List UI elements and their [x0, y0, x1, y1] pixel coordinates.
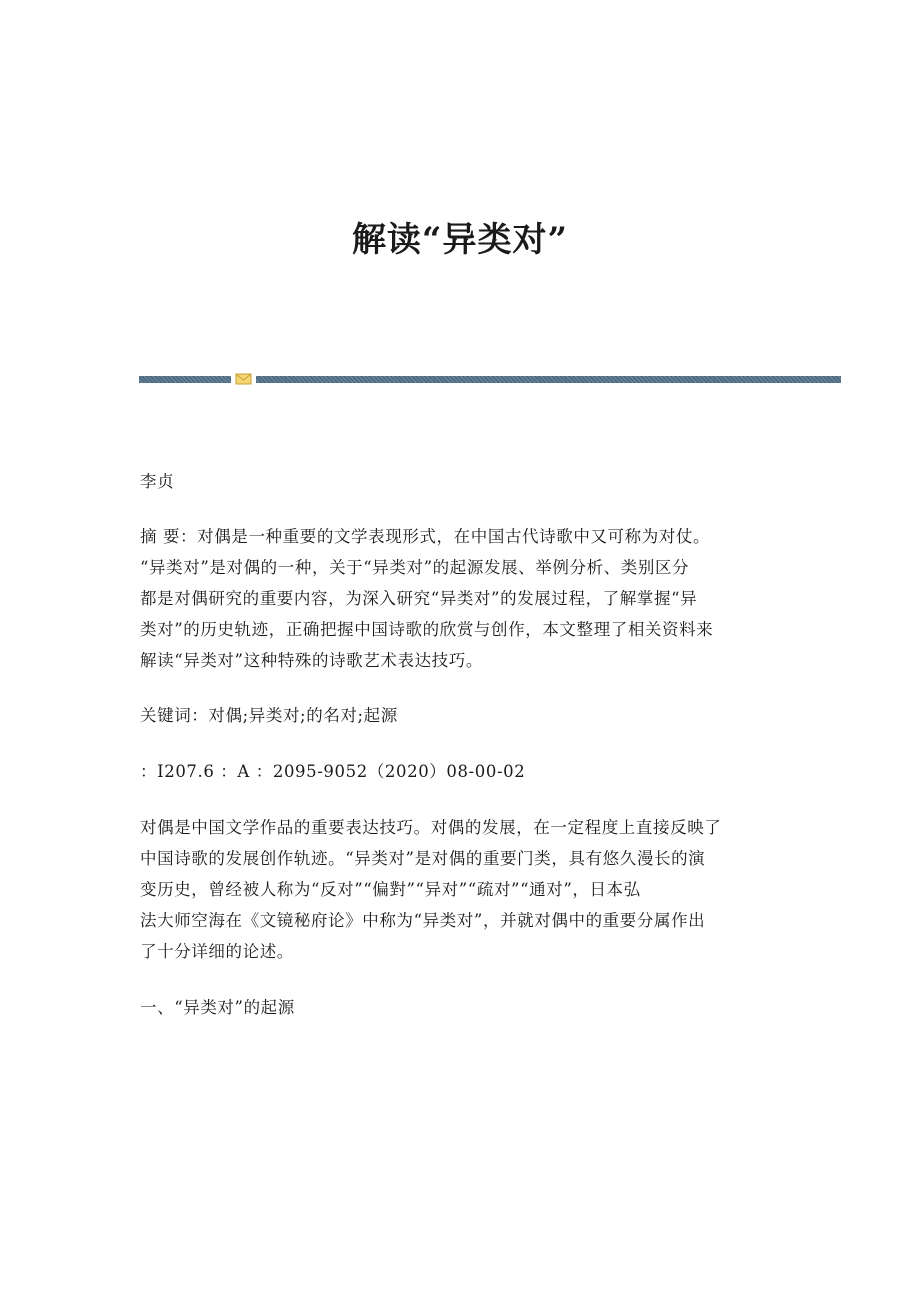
divider-bar-left [139, 376, 231, 383]
body-line: 对偶是中国文学作品的重要表达技巧。对偶的发展，在一定程度上直接反映了 [140, 818, 722, 837]
title-divider [139, 373, 841, 385]
keywords: 关键词：对偶;异类对;的名对;起源 [140, 706, 398, 725]
author-name: 李贞 [140, 472, 175, 491]
abstract [140, 521, 780, 676]
abstract-line: 类对”的历史轨迹，正确把握中国诗歌的欣赏与创作，本文整理了相关资料来 [140, 620, 714, 639]
body-line: 中国诗歌的发展创作轨迹。“异类对”是对偶的重要门类，具有悠久漫长的演 [140, 849, 706, 868]
body-paragraph [140, 812, 780, 967]
envelope-icon [235, 373, 252, 385]
abstract-line: 解读“异类对”这种特殊的诗歌艺术表达技巧。 [140, 651, 483, 670]
abstract-line: “异类对”是对偶的一种，关于“异类对”的起源发展、举例分析、类别区分 [140, 558, 690, 577]
section-heading: 一、“异类对”的起源 [140, 998, 295, 1017]
abstract-line: 摘 要：对偶是一种重要的文学表现形式，在中国古代诗歌中又可称为对仗。 [140, 527, 711, 546]
classification-number: ：I207.6 ：A ：2095-9052（2020）08-00-02 [140, 762, 526, 781]
abstract-line: 都是对偶研究的重要内容，为深入研究“异类对”的发展过程，了解掌握“异 [140, 589, 698, 608]
body-line: 了十分详细的论述。 [140, 942, 294, 961]
document-body [140, 466, 780, 1023]
divider-bar-right [256, 376, 841, 383]
body-line: 法大师空海在《文镜秘府论》中称为“异类对”，并就对偶中的重要分属作出 [140, 911, 706, 930]
document-title: 解读“异类对” [351, 220, 569, 260]
body-line: 变历史，曾经被人称为“反对”“偏對”“异对”“疏对”“通对”，日本弘 [140, 880, 641, 899]
